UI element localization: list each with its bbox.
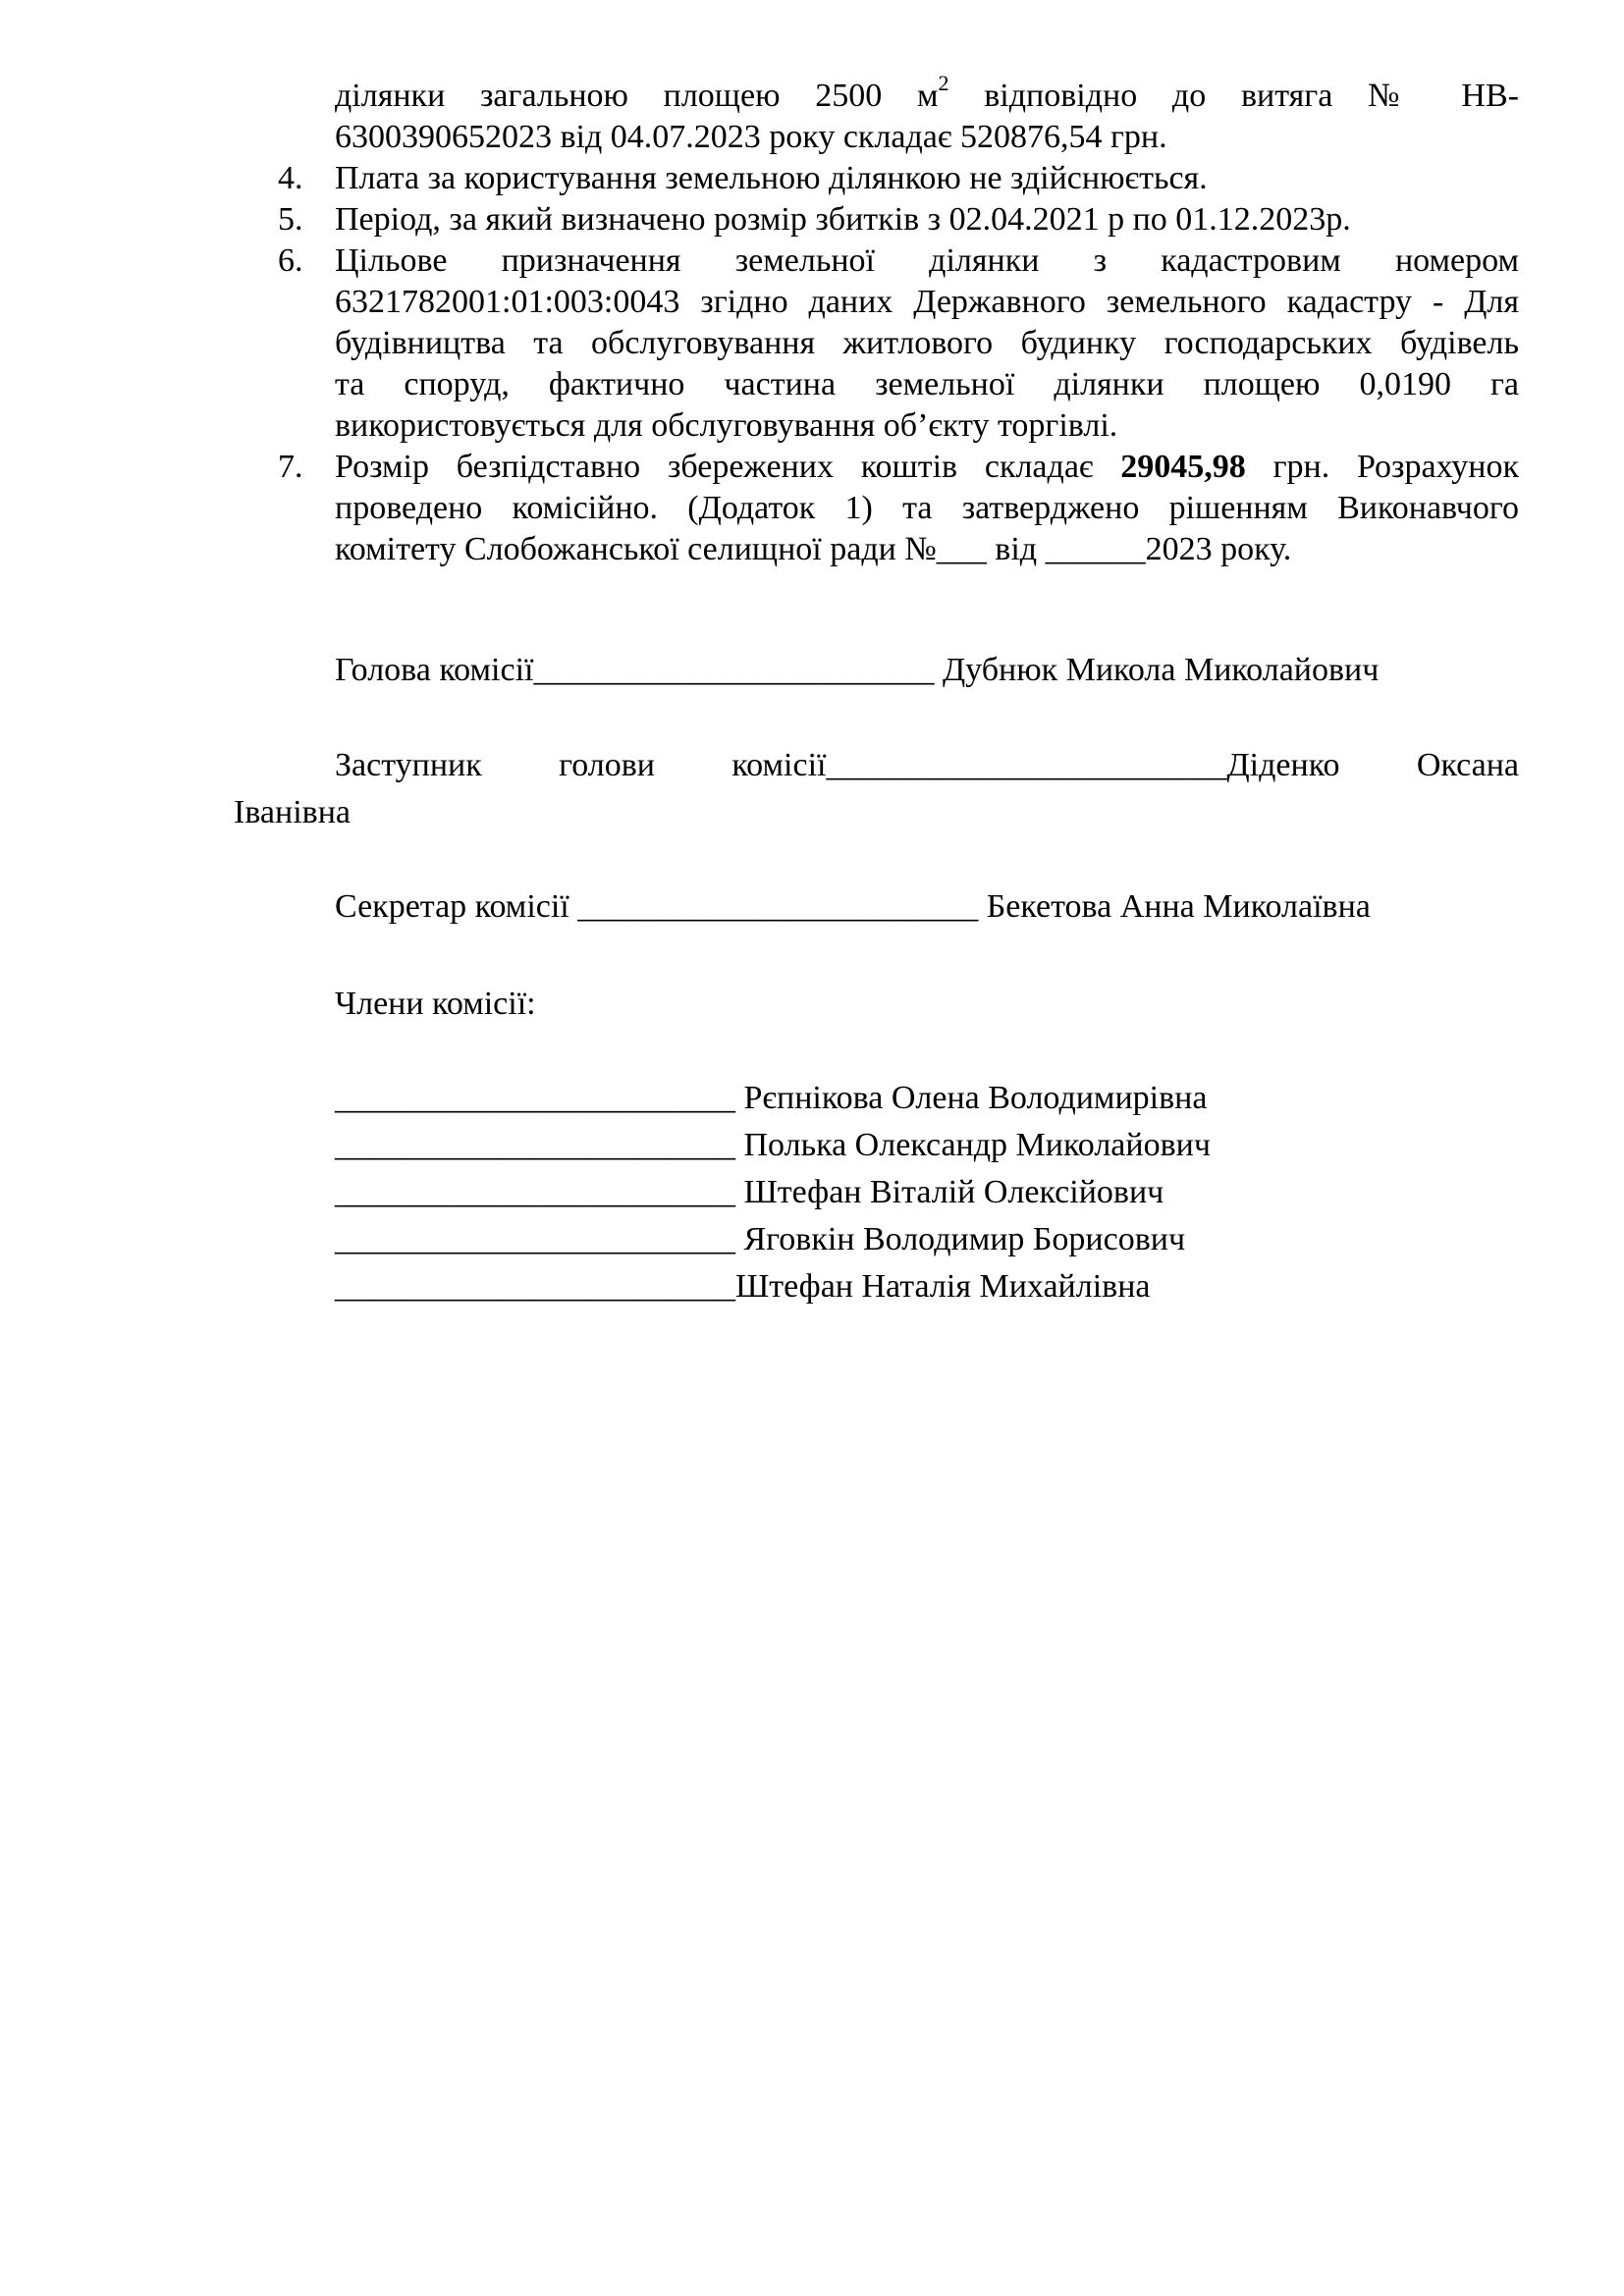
signature-deputy-line2: Іванівна <box>234 794 351 830</box>
item3-line2: 6300390652023 від 04.07.2023 року складає 520876,54 грн. <box>335 119 1167 155</box>
member-signature-2: ________________________ Полька Олександр Миколайович <box>335 1127 1211 1163</box>
item6-line-5: використовується для обслуговування об’єкту торгівлі. <box>335 407 1118 444</box>
member-signature-4: ________________________ Яговкін Володимир Борисович <box>335 1221 1186 1257</box>
member-signature-1: ________________________ Рєпнікова Олена Володимирівна <box>335 1080 1208 1116</box>
member-signature-3: ________________________ Штефан Віталій Олексійович <box>335 1174 1164 1210</box>
item7-number: 7. <box>278 449 303 485</box>
item7-line2: проведено комісійно. (Додаток 1) та затверджено рішенням Виконавчого <box>335 490 1519 526</box>
signature-secretary: Секретар комісії ________________________ Бекетова Анна Миколаївна <box>335 888 1371 925</box>
item5-text: Період, за який визначено розмір збитків з 02.04.2021 р по 01.12.2023р. <box>335 201 1351 238</box>
item3-superscript: 2 <box>938 70 949 95</box>
item3-line1-text-a: ділянки загальною площею 2500 м <box>335 78 939 114</box>
members-heading: Члени комісії: <box>335 986 536 1022</box>
item3-line1 <box>335 70 1519 116</box>
item4-text: Плата за користування земельною ділянкою не здійснюється. <box>335 160 1208 196</box>
item6-line-4: та споруд, фактично частина земельної ділянки площею 0,0190 га <box>335 366 1519 402</box>
signature-chair: Голова комісії________________________ Дубнюк Микола Миколайович <box>335 652 1380 688</box>
member-signature-5: ________________________Штефан Наталія Михайлівна <box>335 1268 1151 1305</box>
item7-line1 <box>335 448 1519 487</box>
item7-line1-text-b: грн. Розрахунок <box>1272 449 1519 485</box>
item6-line-2: 6321782001:01:003:0043 згідно даних Державного земельного кадастру - Для <box>335 284 1519 320</box>
item7-line1-text-a: Розмір безпідставно збережених коштів складає <box>335 449 1094 485</box>
item5-number: 5. <box>278 201 303 238</box>
signature-deputy-line1: Заступник голови комісії________________________Діденко Оксана <box>335 747 1519 783</box>
item6-number: 6. <box>278 242 303 279</box>
item4-number: 4. <box>278 160 303 196</box>
item3-line1-text-b: відповідно до витяга № НВ- <box>984 78 1519 114</box>
item6-line-1: Цільове призначення земельної ділянки з кадастровим номером <box>335 242 1519 279</box>
item6-line-3: будівництва та обслуговування житлового будинку господарських будівель <box>335 325 1519 361</box>
item7-amount: 29045,98 <box>1120 449 1246 485</box>
item7-line3: комітету Слобожанської селищної ради №___ від ______2023 року. <box>335 531 1292 567</box>
